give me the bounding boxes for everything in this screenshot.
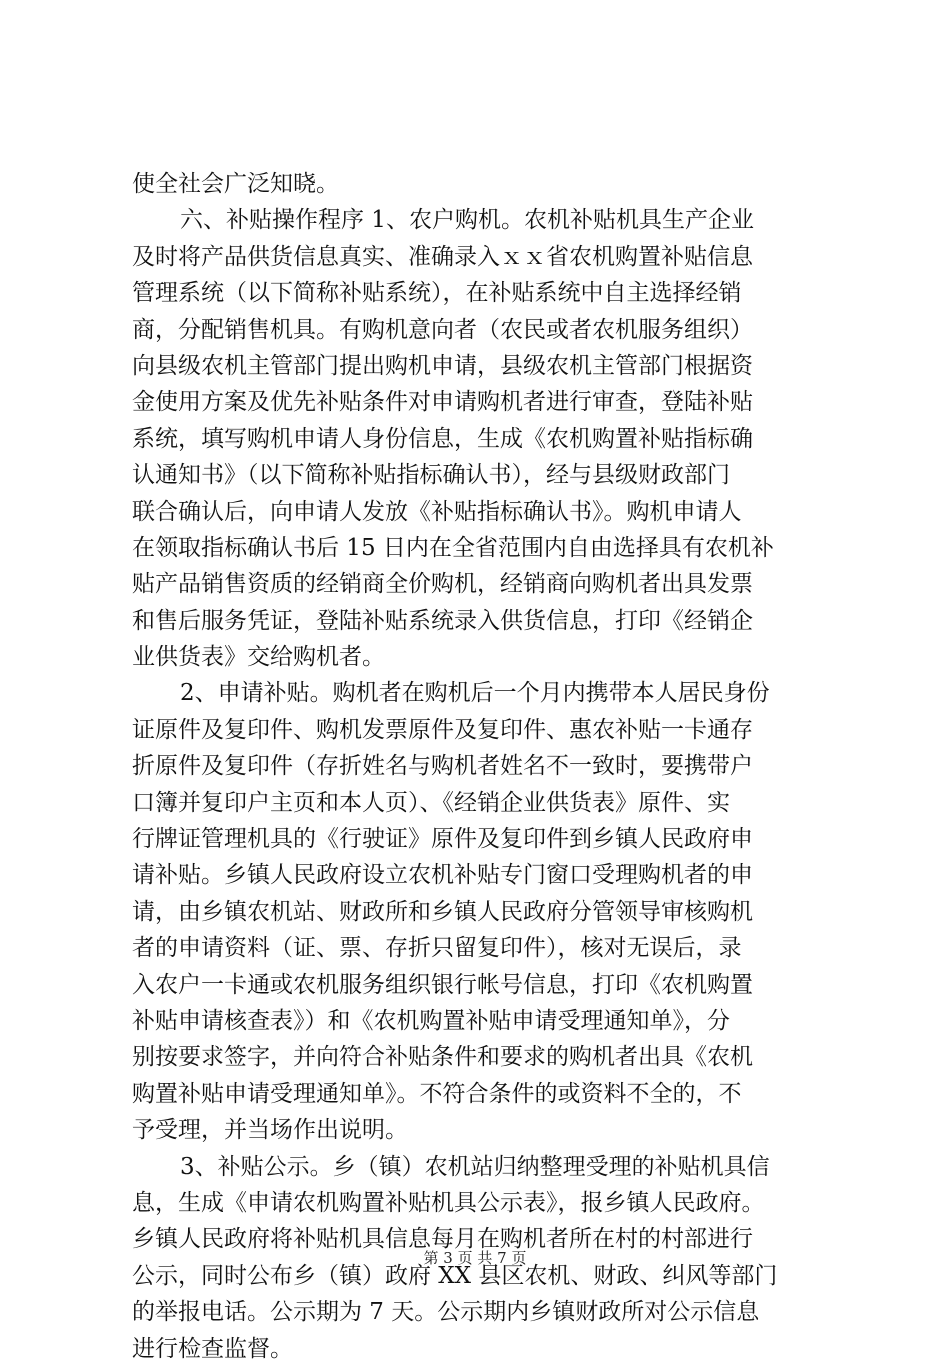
text-line: 在领取指标确认书后 15 日内在全省范围内自由选择具有农机补: [132, 534, 774, 561]
text-line: 入农户一卡通或农机服务组织银行帐号信息，打印《农机购置: [132, 971, 753, 998]
text-line: 的举报电话。公示期为 7 天。公示期内乡镇财政所对公示信息: [132, 1299, 760, 1326]
text-line: 予受理，并当场作出说明。: [132, 1117, 408, 1144]
paragraph-3-start-line: 3、补贴公示。乡（镇）农机站归纳整理受理的补贴机具信: [180, 1153, 770, 1180]
text-line: 及时将产品供货信息真实、准确录入ｘｘ省农机购置补贴信息: [132, 243, 753, 270]
text-line: 商，分配销售机具。有购机意向者（农民或者农机服务组织）: [132, 316, 753, 343]
text-line: 别按要求签字，并向符合补贴条件和要求的购机者出具《农机: [132, 1044, 753, 1071]
text-line: 补贴申请核查表》）和《农机购置补贴申请受理通知单》，分: [132, 1007, 730, 1034]
text-line: 联合确认后，向申请人发放《补贴指标确认书》。购机申请人: [132, 498, 742, 525]
text-line: 贴产品销售资质的经销商全价购机，经销商向购机者出具发票: [132, 571, 753, 598]
text-line: 乡镇人民政府将补贴机具信息每月在购机者所在村的村部进行: [132, 1226, 753, 1253]
text-line: 请，由乡镇农机站、财政所和乡镇人民政府分管领导审核购机: [132, 898, 753, 925]
text-line: 请补贴。乡镇人民政府设立农机补贴专门窗口受理购机者的申: [132, 862, 753, 889]
text-line: 公示，同时公布乡（镇）政府 XX 县区农机、财政、纠风等部门: [132, 1262, 778, 1289]
document-body: [132, 166, 832, 1367]
paragraph-2-start-line: 2、申请补贴。购机者在购机后一个月内携带本人居民身份: [180, 680, 770, 707]
text-line: 证原件及复印件、购机发票原件及复印件、惠农补贴一卡通存: [132, 716, 753, 743]
text-line: 折原件及复印件（存折姓名与购机者姓名不一致时，要携带户: [132, 753, 753, 780]
text-line: 使全社会广泛知晓。: [132, 171, 339, 197]
text-line: 和售后服务凭证，登陆补贴系统录入供货信息，打印《经销企: [132, 607, 753, 634]
paragraph-6-heading-line: 六、补贴操作程序 1、农户购机。农机补贴机具生产企业: [180, 207, 754, 234]
text-line: 行牌证管理机具的《行驶证》原件及复印件到乡镇人民政府申: [132, 826, 753, 853]
text-line: 系统，填写购机申请人身份信息，生成《农机购置补贴指标确: [132, 425, 753, 452]
text-line: 进行检查监督。: [132, 1335, 293, 1362]
text-line: 息，生成《申请农机购置补贴机具公示表》，报乡镇人民政府。: [132, 1189, 765, 1216]
text-line: 向县级农机主管部门提出购机申请，县级农机主管部门根据资: [132, 352, 753, 379]
text-line: 认通知书》（以下简称补贴指标确认书），经与县级财政部门: [132, 462, 730, 489]
text-line: 管理系统（以下简称补贴系统），在补贴系统中自主选择经销: [132, 280, 742, 307]
text-line: 口簿并复印户主页和本人页）、《经销企业供货表》原件、实: [132, 789, 730, 816]
text-line: 者的申请资料（证、票、存折只留复印件），核对无误后，录: [132, 935, 742, 962]
text-line: 业供货表》交给购机者。: [132, 644, 385, 671]
text-line: 购置补贴申请受理通知单》。不符合条件的或资料不全的，不: [132, 1080, 742, 1107]
page-number-footer: 第 3 页 共 7 页: [423, 1249, 527, 1267]
text-line: 金使用方案及优先补贴条件对申请购机者进行审查，登陆补贴: [132, 389, 753, 416]
